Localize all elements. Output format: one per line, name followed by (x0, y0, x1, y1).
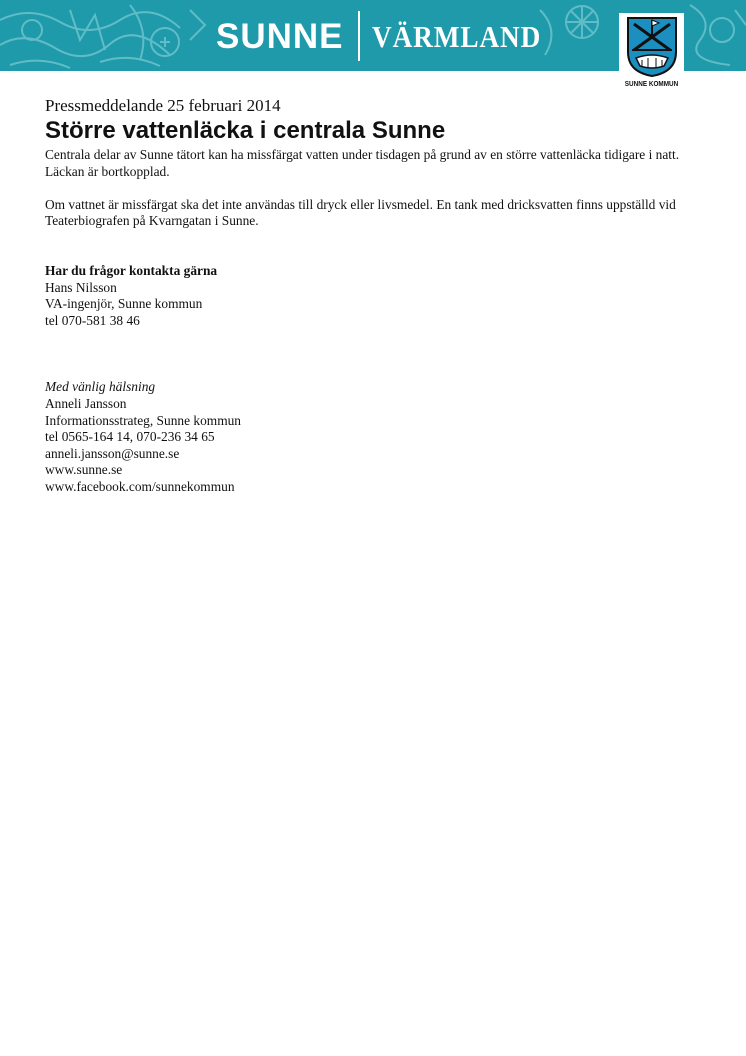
contact-heading: Har du frågor kontakta gärna (45, 263, 218, 279)
contact-phone: tel 070-581 38 46 (45, 312, 140, 328)
signoff-greeting: Med vänlig hälsning (45, 379, 156, 395)
signoff-email: anneli.jansson@sunne.se (45, 445, 180, 461)
brand-logo (216, 12, 564, 60)
signoff-facebook: www.facebook.com/sunnekommun (45, 478, 235, 494)
contact-block (45, 263, 685, 329)
signoff-name: Anneli Jansson (45, 395, 127, 411)
municipal-crest (619, 13, 684, 93)
paragraph-1: Centrala delar av Sunne tätort kan ha missfärgat vatten under tisdagen på grund av en större vattenläcka tidigare i natt. Läckan är bortkopplad. (45, 147, 680, 179)
signoff-block (45, 379, 685, 495)
dateline: Pressmeddelande 25 februari 2014 (45, 96, 281, 115)
crest-caption: SUNNE KOMMUN (624, 79, 679, 88)
press-release (45, 96, 685, 495)
brand-name-sunne: SUNNE (216, 16, 344, 56)
contact-name: Hans Nilsson (45, 279, 117, 295)
brand-divider (358, 11, 360, 61)
signoff-role: Informationsstrateg, Sunne kommun (45, 412, 241, 428)
brand-name-varmland: VÄRMLAND (371, 18, 541, 54)
signoff-phone: tel 0565-164 14, 070-236 34 65 (45, 429, 215, 445)
contact-role: VA-ingenjör, Sunne kommun (45, 296, 203, 312)
signoff-website: www.sunne.se (45, 462, 123, 478)
paragraph-2: Om vattnet är missfärgat ska det inte användas till dryck eller livsmedel. En tank med dricksvatten finns uppställd vid Teaterbiografen på Kvarngatan i Sunne. (45, 196, 676, 229)
coat-of-arms-icon (626, 16, 678, 78)
headline: Större vattenläcka i centrala Sunne (45, 117, 446, 144)
